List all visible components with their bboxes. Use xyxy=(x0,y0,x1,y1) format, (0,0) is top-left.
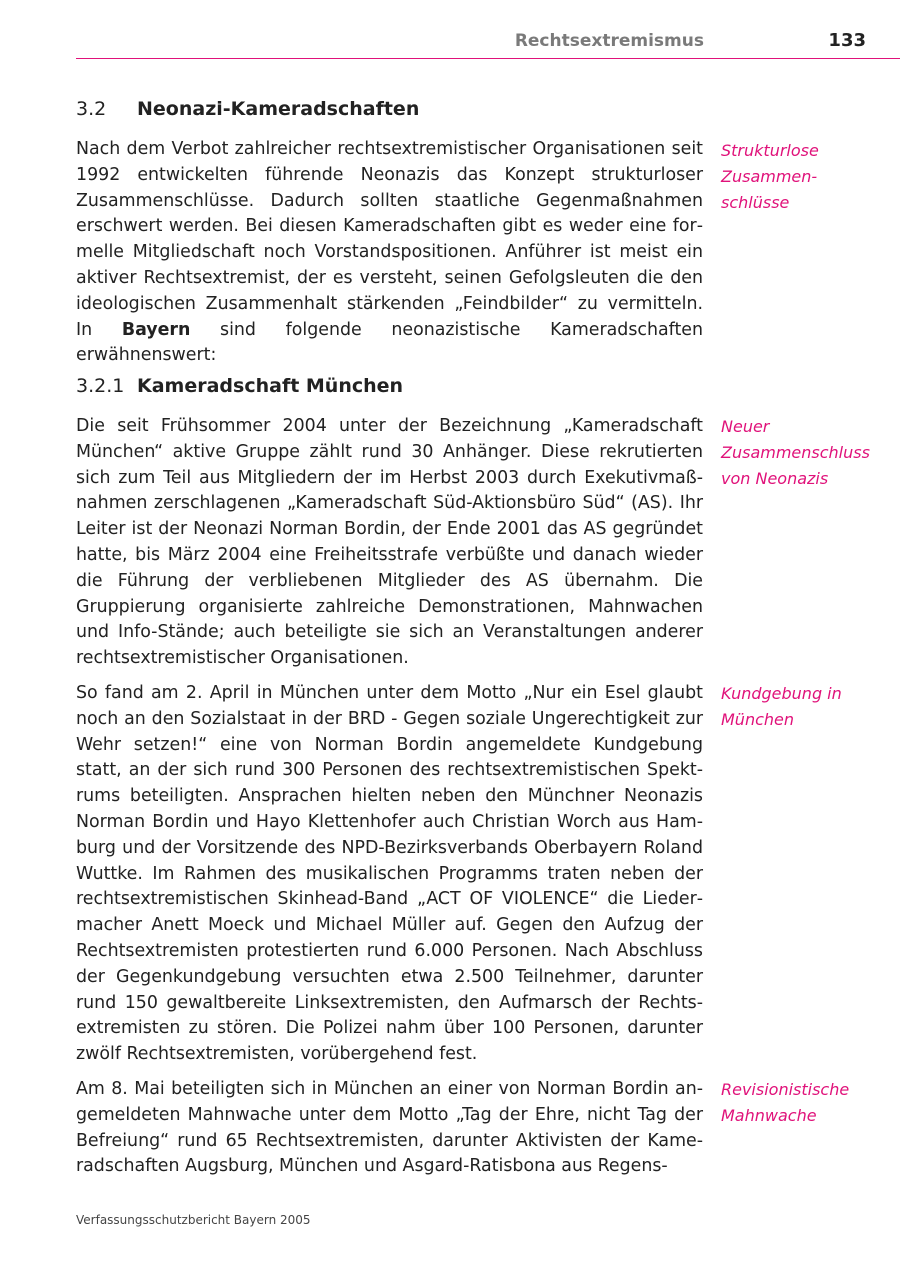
margin-note xyxy=(721,1077,886,1129)
page-footer: Verfassungsschutzbericht Bayern 2005 xyxy=(76,1213,311,1227)
margin-note-line: Zusammen- xyxy=(721,166,818,186)
section-number: 3.2 xyxy=(76,98,107,120)
margin-note-line: Strukturlose xyxy=(721,141,819,160)
section-paragraph xyxy=(76,137,703,369)
running-header xyxy=(76,28,900,59)
subsection-heading xyxy=(76,375,403,397)
margin-note xyxy=(721,681,886,733)
margin-note-line: München xyxy=(721,709,795,729)
margin-note-line: Mahnwache xyxy=(721,1105,817,1125)
body-paragraph: So fand am 2. April in München unter dem Motto „Nur ein Esel glaubt noch an den Sozialstaat in der BRD - Gegen soziale Ungerechtigkeit zur Wehr setzen!“ eine von Norman Bordin angemeldete Kundgebung statt, an der sich rund 300 Personen des rechtsextremistischen Spektrums beteiligten. Ansprachen hielten neben den Münchner Neonazis Norman Bordin und Hayo Klettenhofer auch Christian Worch aus Hamburg und der Vorsitzende des NPD-Bezirksverbands Oberbayern Roland Wuttke. Im Rahmen des musikalischen Programms traten neben der rechtsextremistischen Skinhead-Band „ACT OF VIOLENCE“ die Liedermacher Anett Moeck und Michael Müller auf. Gegen den Aufzug der Rechtsextremisten protestierten rund 6.000 Personen. Nach Abschluss der Gegenkundgebung versuchten etwa 2.500 Teilnehmer, darunter rund 150 gewaltbereite Linksextremisten, den Aufmarsch der Rechtsextremisten zu stören. Die Polizei nahm über 100 Personen, darunter zwölf Rechtsextremisten, vorübergehend fest. xyxy=(76,683,703,1065)
margin-note xyxy=(721,414,886,491)
page-number: 133 xyxy=(828,30,866,51)
body-paragraph: Die seit Frühsommer 2004 unter der Bezeichnung „Kameradschaft München“ aktive Gruppe zählt rund 30 Anhänger. Diese rekrutierten sich zum Teil aus Mitgliedern der im Herbst 2003 durch Exekutivmaßnahmen zerschlagenen „Kameradschaft Süd-Aktionsbüro Süd“ (AS). Ihr Leiter ist der Neonazi Norman Bordin, der Ende 2001 das AS gegründet hatte, bis März 2004 eine Freiheitsstrafe verbüßte und danach wieder die Führung der verbliebenen Mitglieder des AS übernahm. Die Gruppierung organisierte zahlreiche Demonstrationen, Mahnwachen und Info-Stände; auch beteiligte sie sich an Veranstaltungen anderer rechtsextremistischer Organisationen. xyxy=(76,416,703,669)
margin-note-line: Kundgebung in xyxy=(721,684,842,703)
margin-note-line: Neuer xyxy=(721,417,770,436)
margin-note-line: Zusammenschluss xyxy=(721,442,870,462)
bold-term: Bayern xyxy=(121,319,191,340)
margin-note xyxy=(721,138,886,215)
margin-note-line: Revisionistische xyxy=(721,1080,850,1099)
body-paragraph: Am 8. Mai beteiligten sich in München an einer von Norman Bordin angemeldeten Mahnwache unter dem Motto „Tag der Ehre, nicht Tag der Befreiung“ rund 65 Rechtsextremisten, darunter Aktivisten der Kameradschaften Augsburg, München und Asgard-Ratisbona aus Regens- xyxy=(76,1079,703,1177)
margin-note-line: von Neonazis xyxy=(721,468,829,488)
header-title: Rechtsextremismus xyxy=(514,31,704,51)
section-heading xyxy=(76,98,419,120)
section-title: Neonazi-Kameradschaften xyxy=(137,98,420,120)
subsection-number: 3.2.1 xyxy=(76,375,125,397)
subsection-title: Kameradschaft München xyxy=(137,375,404,397)
paragraph-text: sind folgende neonazistische Kameradschaften erwähnenswert: xyxy=(76,319,703,366)
paragraph-text: Nach dem Verbot zahlreicher rechtsextremistischer Organisationen seit 1992 entwickelten führende Neonazis das Konzept strukturloser Zusammenschlüsse. Dadurch sollten staatliche Gegenmaßnahmen erschwert werden. Bei diesen Kameradschaften gibt es weder eine formelle Mitgliedschaft noch Vorstandspositionen. Anführer ist meist ein aktiver Rechtsextremist, der es versteht, seinen Gefolgsleuten die den ideologischen Zusammenhalt stärkenden „Feindbilder“ zu vermitteln. In xyxy=(76,139,703,340)
margin-note-line: schlüsse xyxy=(721,192,790,212)
